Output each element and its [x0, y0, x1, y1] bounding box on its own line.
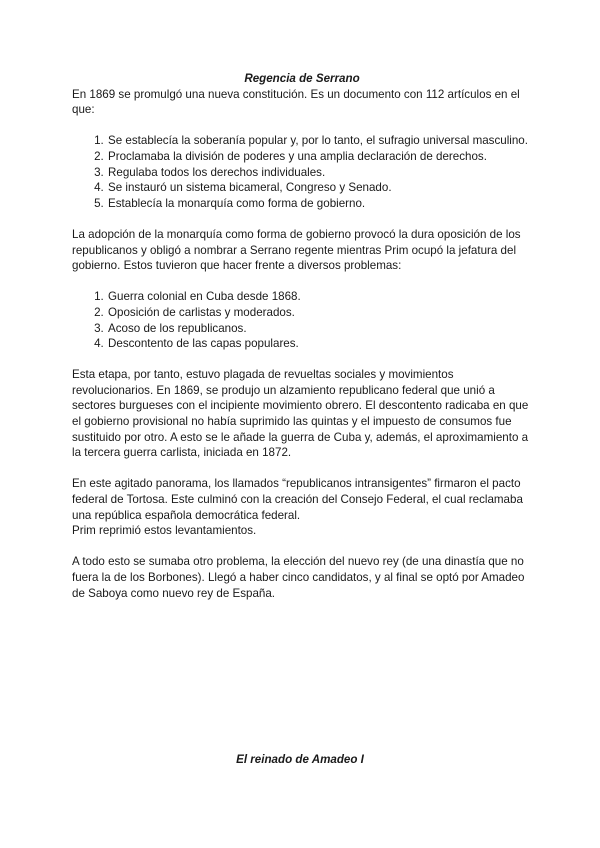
- intro-paragraph: En 1869 se promulgó una nueva constitución. Es un documento con 112 artículos en el que:: [72, 87, 520, 117]
- prim-sentence: Prim reprimió estos levantamientos.: [72, 524, 257, 538]
- list-item: 1. Guerra colonial en Cuba desde 1868.: [107, 289, 532, 305]
- problems-list: [72, 289, 532, 351]
- document-body: [72, 71, 532, 601]
- constitution-list: [72, 133, 532, 211]
- list-item: 4. Descontento de las capas populares.: [107, 336, 532, 352]
- list-item: 4. Se instauró un sistema bicameral, Congreso y Senado.: [107, 180, 532, 196]
- list-item: 3. Acoso de los republicanos.: [107, 321, 532, 337]
- monarchy-paragraph: La adopción de la monarquía como forma de gobierno provocó la dura oposición de los republicanos y obligó a nombrar a Serrano regente mientras Prim ocupó la jefatura del gobierno. Estos tuvieron que hacer frente a diversos problemas:: [72, 227, 521, 273]
- list-item: 2. Proclamaba la división de poderes y una amplia declaración de derechos.: [107, 149, 532, 165]
- list-item: 5. Establecía la monarquía como forma de gobierno.: [107, 196, 532, 212]
- new-king-paragraph: A todo esto se sumaba otro problema, la elección del nuevo rey (de una dinastía que no fuera la de los Borbones). Llegó a haber cinco candidatos, y al final se optó por Amadeo de Saboya como nuevo rey de España.: [72, 555, 525, 600]
- list-item: 2. Oposición de carlistas y moderados.: [107, 305, 532, 321]
- section-title-amadeo: El reinado de Amadeo I: [236, 753, 364, 766]
- list-item: 3. Regulaba todos los derechos individuales.: [107, 165, 532, 181]
- tortosa-paragraph: En este agitado panorama, los llamados “republicanos intransigentes” firmaron el pacto federal de Tortosa. Este culminó con la creación del Consejo Federal, el cual reclamaba una república española democrática federal.: [72, 477, 523, 522]
- revolts-paragraph: Esta etapa, por tanto, estuvo plagada de revueltas sociales y movimientos revolucionarios. En 1869, se produjo un alzamiento republicano federal que unió a sectores burgueses con el incipiente movimiento obrero. El descontento radicaba en que el gobierno provisional no había suprimido las quintas y el impuesto de consumos fue sustituido por otro. A esto se le añade la guerra de Cuba y, además, el aproximamiento a la tercera guerra carlista, iniciada en 1872.: [72, 368, 529, 460]
- list-item: 1. Se establecía la soberanía popular y, por lo tanto, el sufragio universal masculino.: [107, 133, 532, 149]
- section-title-regencia: Regencia de Serrano: [244, 72, 360, 85]
